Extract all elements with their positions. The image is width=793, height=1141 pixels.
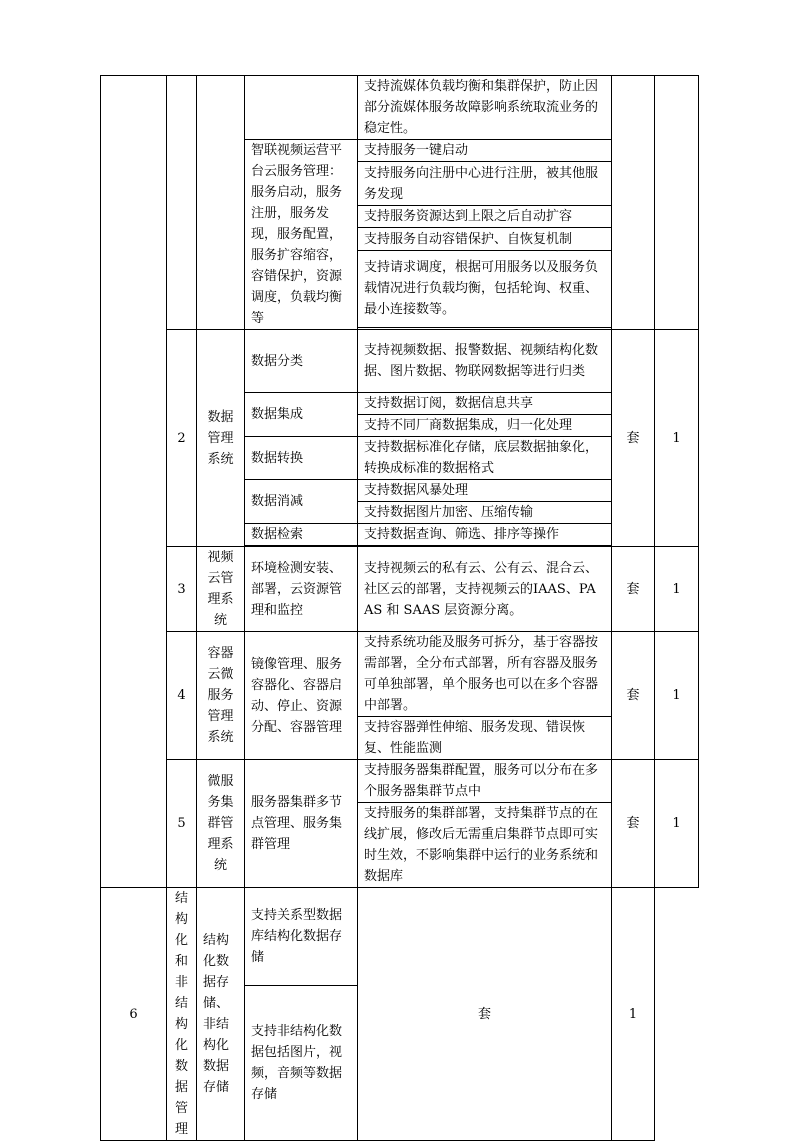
name-cell: 结构化和非结构化数据管理 bbox=[167, 888, 197, 1141]
desc-cell: 支持数据图片加密、压缩传输 bbox=[358, 502, 612, 524]
desc-cell: 支持服务的集群部署，支持集群节点的在线扩展，修改后无需重启集群节点即可实时生效，不影响集群中运行的业务系统和数据库 bbox=[358, 803, 612, 888]
unit-cell bbox=[612, 76, 655, 330]
unit-cell: 套 bbox=[612, 547, 655, 632]
num-cell: 3 bbox=[167, 547, 197, 632]
feature-cell: 数据转换 bbox=[245, 437, 358, 480]
feature-cell: 数据检索 bbox=[245, 524, 358, 546]
name-cell: 微服务集群管理系统 bbox=[197, 760, 245, 888]
table-row bbox=[101, 330, 699, 393]
desc-cell: 支持服务一键启动 bbox=[358, 140, 612, 162]
blank-column-cell bbox=[101, 76, 167, 888]
feature-cell: 智联视频运营平台云服务管理：服务启动，服务注册，服务发现，服务配置，服务扩容缩容，容错保护，资源调度，负载均衡等 bbox=[245, 140, 358, 330]
desc-cell: 支持容器弹性伸缩、服务发现、错误恢复、性能监测 bbox=[358, 717, 612, 760]
num-cell: 6 bbox=[101, 888, 167, 1141]
desc-cell: 支持视频云的私有云、公有云、混合云、社区云的部署，支持视频云的IAAS、PAAS 和 SAAS 层资源分离。 bbox=[358, 547, 612, 632]
unit-cell: 套 bbox=[358, 888, 612, 1141]
num-cell bbox=[167, 76, 197, 330]
desc-cell: 支持服务向注册中心进行注册，被其他服务发现 bbox=[358, 162, 612, 206]
qty-cell: 1 bbox=[655, 760, 699, 888]
table-row bbox=[101, 888, 699, 986]
num-cell: 5 bbox=[167, 760, 197, 888]
desc-cell: 支持服务器集群配置，服务可以分布在多个服务器集群节点中 bbox=[358, 760, 612, 803]
desc-cell: 支持系统功能及服务可拆分，基于容器按需部署，全分布式部署，所有容器及服务可单独部署，单个服务也可以在多个容器中部署。 bbox=[358, 632, 612, 717]
desc-cell: 支持数据风暴处理 bbox=[358, 480, 612, 502]
unit-cell: 套 bbox=[612, 330, 655, 547]
desc-cell: 支持服务自动容错保护、自恢复机制 bbox=[358, 228, 612, 250]
feature-cell: 数据集成 bbox=[245, 393, 358, 437]
qty-cell: 1 bbox=[655, 330, 699, 547]
unit-cell: 套 bbox=[612, 632, 655, 760]
table-row bbox=[101, 76, 699, 140]
name-cell: 容器云微服务管理系统 bbox=[197, 632, 245, 760]
feature-cell: 环境检测安装、部署，云资源管理和监控 bbox=[245, 547, 358, 632]
desc-cell: 支持流媒体负载均衡和集群保护，防止因部分流媒体服务故障影响系统取流业务的稳定性。 bbox=[358, 76, 612, 140]
desc-cell: 支持数据查询、筛选、排序等操作 bbox=[358, 524, 612, 546]
qty-cell bbox=[655, 76, 699, 330]
table-row bbox=[101, 632, 699, 717]
desc-cell: 支持数据标准化存储，底层数据抽象化，转换成标准的数据格式 bbox=[358, 437, 612, 480]
desc-cell: 支持不同厂商数据集成，归一化处理 bbox=[358, 415, 612, 437]
feature-cell: 数据消减 bbox=[245, 480, 358, 524]
name-cell: 视频云管理系统 bbox=[197, 547, 245, 632]
table-row bbox=[101, 547, 699, 632]
requirements-table bbox=[100, 75, 699, 1141]
feature-cell: 结构化数据存储、非结构化数据存储 bbox=[197, 888, 245, 1141]
name-cell bbox=[197, 76, 245, 330]
num-cell: 4 bbox=[167, 632, 197, 760]
qty-cell: 1 bbox=[612, 888, 655, 1141]
num-cell: 2 bbox=[167, 330, 197, 547]
feature-cell: 镜像管理、服务容器化、容器启动、停止、资源分配、容器管理 bbox=[245, 632, 358, 760]
desc-cell: 支持关系型数据库结构化数据存储 bbox=[245, 888, 358, 986]
desc-cell: 支持视频数据、报警数据、视频结构化数据、图片数据、物联网数据等进行归类 bbox=[358, 330, 612, 393]
name-cell: 数据管理系统 bbox=[197, 330, 245, 547]
feature-cell: 数据分类 bbox=[245, 330, 358, 393]
feature-cell bbox=[245, 76, 358, 140]
qty-cell: 1 bbox=[655, 632, 699, 760]
feature-cell: 服务器集群多节点管理、服务集群管理 bbox=[245, 760, 358, 888]
desc-cell: 支持数据订阅，数据信息共享 bbox=[358, 393, 612, 415]
desc-cell: 支持服务资源达到上限之后自动扩容 bbox=[358, 206, 612, 228]
unit-cell: 套 bbox=[612, 760, 655, 888]
desc-cell: 支持请求调度，根据可用服务以及服务负载情况进行负载均衡，包括轮询、权重、最小连接数等。 bbox=[358, 250, 612, 327]
table-row bbox=[101, 760, 699, 803]
desc-cell: 支持非结构化数据包括图片，视频，音频等数据存储 bbox=[245, 986, 358, 1141]
qty-cell: 1 bbox=[655, 547, 699, 632]
